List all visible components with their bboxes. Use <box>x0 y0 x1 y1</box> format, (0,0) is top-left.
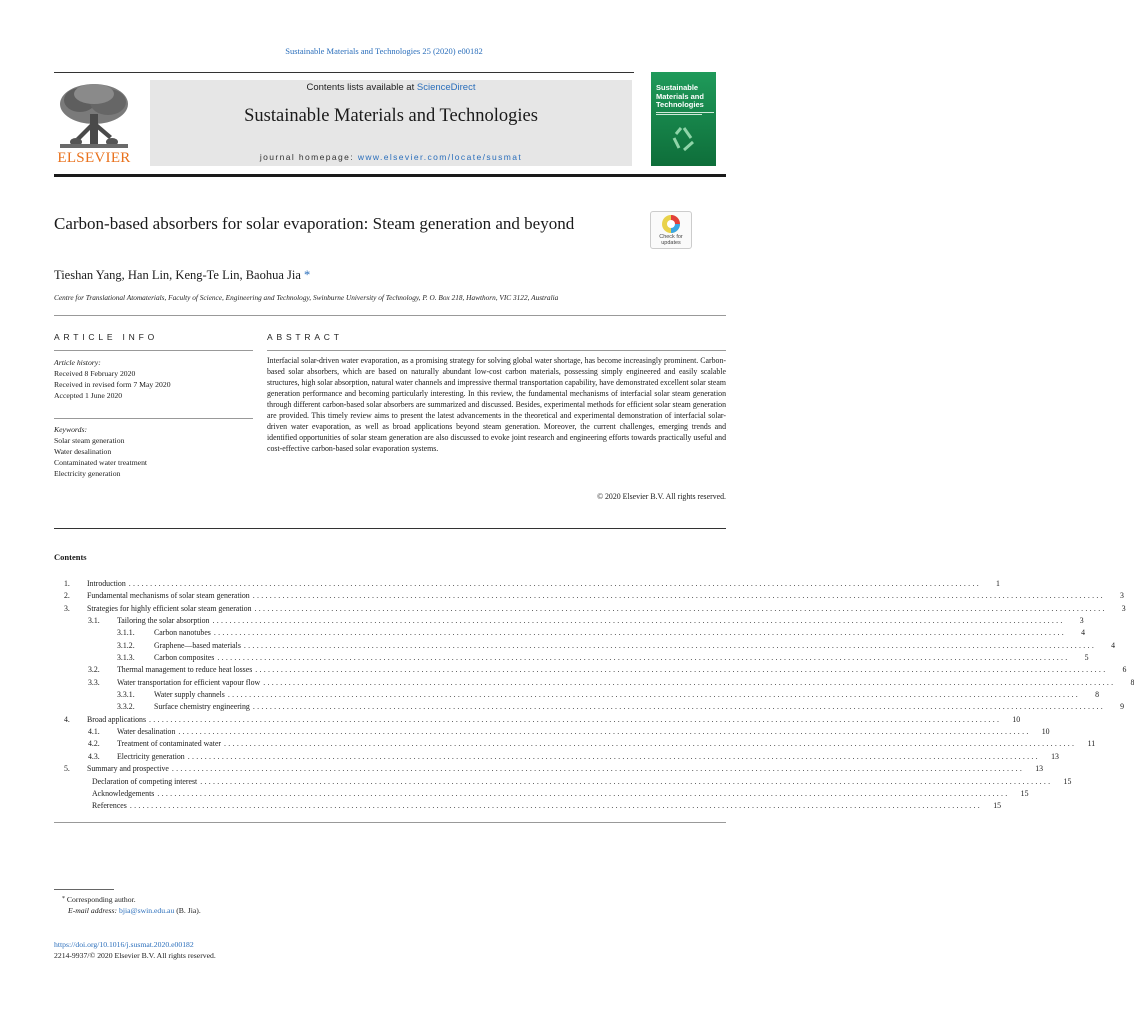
toc-item-page: 13 <box>1035 764 1044 774</box>
toc-item-number: 3.1.1. <box>117 628 135 638</box>
toc-item[interactable] <box>54 603 1126 615</box>
email-label: E-mail address: <box>68 906 118 915</box>
toc-item-page: 4 <box>1111 640 1116 650</box>
toc-item[interactable] <box>54 689 1099 701</box>
toc-item[interactable] <box>54 714 1021 726</box>
toc-leader-dots: ........................................................................................................................................................................................................ <box>200 776 1053 786</box>
toc-leader-dots: ........................................................................................................................................................................................................ <box>128 579 981 588</box>
divider <box>54 418 253 419</box>
keywords-label: Keywords: <box>54 425 88 434</box>
toc-item-page: 11 <box>1087 739 1096 749</box>
toc-item-label[interactable]: Declaration of competing interest <box>92 776 198 786</box>
contents-heading: Contents <box>54 552 87 562</box>
toc-item-page: 1 <box>996 579 1000 588</box>
check-updates-label: Check for updates <box>659 234 683 246</box>
keyword-item: Water desalination <box>54 447 112 456</box>
divider <box>54 822 726 823</box>
toc-leader-dots: ........................................................................................................................................................................................................ <box>263 677 1116 687</box>
article-info-heading: ARTICLE INFO <box>54 332 159 342</box>
toc-item-number: 1. <box>64 579 70 588</box>
toc-leader-dots: ........................................................................................................................................................................................................ <box>171 764 1025 774</box>
author-list <box>54 268 310 283</box>
toc-leader-dots: ........................................................................................................................................................................................................ <box>243 640 1097 650</box>
toc-item-label[interactable]: References <box>92 801 127 811</box>
toc-item-number: 3.3.1. <box>117 690 135 700</box>
affiliation: Centre for Translational Atomaterials, Faculty of Science, Engineering and Technology, Swinburne University of Technology, P. O. Box 218, Hawthorn, VIC 3122, Australia <box>54 293 559 302</box>
toc-item-page: 8 <box>1095 690 1099 700</box>
corresponding-author-note: Corresponding author. <box>66 895 136 904</box>
abstract-text: Interfacial solar-driven water evaporation, as a promising strategy for solving global water shortage, has become increasingly prominent. Carbon-based solar absorbers, which are based on naturally abundant low-cost carbon materials, possessing simply engineered and easily scalable structures, high solar absorption, natural water channels and impressive thermal transportation capability, have demonstrated excellent solar steam generation performance and becoming particularly interesting. In this review, the fundamental mechanisms of interfacial solar steam generation through different carbon-based solar absorbers are summarized and discussed. Besides, experimental methods for efficient solar steam generation are provided. This timely review aims to present the latest advancements in the theoretical and experimental demonstration of interfacial solar-driven water evaporation, as well as broad applications beyond steam generation. Moreover, the current challenges, emerging trends and identified opportunities of solar steam generation are also discussed to evoke joint research and engineering efforts towards practically useful and cost-effective carbon-based solar evaporation systems. <box>267 356 726 453</box>
toc-item[interactable] <box>54 701 1125 713</box>
toc-item-page: 10 <box>1041 727 1050 737</box>
toc-item-page: 5 <box>1084 653 1089 663</box>
toc-item-label[interactable]: Broad applications <box>87 714 147 724</box>
toc-item-label[interactable]: Carbon composites <box>154 653 215 663</box>
toc-item-label[interactable]: Surface chemistry engineering <box>154 702 250 712</box>
issn-line: 2214-9937/© 2020 Elsevier B.V. All rights reserved. <box>54 951 216 960</box>
toc-item-label[interactable]: Treatment of contaminated water <box>117 739 222 749</box>
toc-leader-dots: ........................................................................................................................................................................................................ <box>254 603 1107 613</box>
contents-prefix: Contents lists available at <box>306 82 417 93</box>
toc-item-label[interactable]: Water desalination <box>117 727 176 737</box>
toc-item[interactable] <box>54 726 1050 738</box>
cover-subtitle-decoration <box>656 111 714 116</box>
toc-item[interactable] <box>54 738 1096 750</box>
toc-leader-dots: ........................................................................................................................................................................................................ <box>255 665 1108 675</box>
authors-text: Tieshan Yang, Han Lin, Keng-Te Lin, Baohua Jia <box>54 268 301 282</box>
toc-item-number: 4.1. <box>88 727 100 737</box>
toc-item[interactable] <box>54 677 1134 689</box>
toc-item[interactable] <box>54 763 1044 775</box>
footnote-rule <box>54 889 114 890</box>
header-bottom-rule <box>54 174 726 177</box>
toc-leader-dots: ........................................................................................................................................................................................................ <box>157 788 1010 798</box>
keyword-item: Contaminated water treatment <box>54 458 148 467</box>
homepage-prefix: journal homepage: <box>259 152 358 162</box>
keyword-item: Electricity generation <box>54 469 121 478</box>
contents-available-line <box>150 82 632 93</box>
toc-item-label[interactable]: Fundamental mechanisms of solar steam generation <box>87 591 250 601</box>
table-of-contents <box>54 578 1134 813</box>
toc-item-page: 8 <box>1130 677 1134 687</box>
toc-item-page: 3 <box>1079 616 1084 626</box>
toc-item-number: 3.1. <box>88 616 100 626</box>
keyword-item: Solar steam generation <box>54 436 125 445</box>
toc-item-label[interactable]: Carbon nanotubes <box>154 628 211 638</box>
divider <box>54 315 726 316</box>
toc-item-number: 4.3. <box>88 751 100 761</box>
abstract-heading: ABSTRACT <box>267 332 343 342</box>
elsevier-logo <box>54 80 134 168</box>
journal-reference-link[interactable]: Sustainable Materials and Technologies 25 (2020) e00182 <box>285 46 483 56</box>
toc-item-page: 3 <box>1121 603 1126 613</box>
doi-link[interactable]: https://doi.org/10.1016/j.susmat.2020.e00182 <box>54 940 194 949</box>
toc-item-number: 3.3. <box>88 677 100 687</box>
toc-item[interactable] <box>54 751 1059 763</box>
toc-item-number: 3.2. <box>88 665 100 675</box>
toc-item-page: 6 <box>1122 665 1127 675</box>
footnote-mark: * <box>62 896 65 902</box>
toc-item-label[interactable]: Water transportation for efficient vapour flow <box>117 677 261 687</box>
toc-item-label[interactable]: Tailoring the solar absorption <box>117 616 210 626</box>
toc-leader-dots: ........................................................................................................................................................................................................ <box>217 653 1070 663</box>
toc-item-label[interactable]: Strategies for highly efficient solar steam generation <box>87 603 252 613</box>
toc-item[interactable] <box>54 800 1002 812</box>
toc-item-number: 3.1.2. <box>117 640 135 650</box>
journal-homepage-link[interactable]: www.elsevier.com/locate/susmat <box>357 152 523 162</box>
toc-item-number: 4. <box>64 714 70 724</box>
toc-item-label[interactable]: Thermal management to reduce heat losses <box>117 665 253 675</box>
toc-item-number: 4.2. <box>88 739 100 749</box>
email-link[interactable]: bjia@swin.edu.au <box>118 906 175 915</box>
sciencedirect-link[interactable]: ScienceDirect <box>416 82 476 93</box>
history-item: Received in revised form 7 May 2020 <box>54 380 171 389</box>
abstract-copyright: © 2020 Elsevier B.V. All rights reserved. <box>597 492 726 501</box>
toc-item-page: 15 <box>1020 788 1029 798</box>
toc-item-label[interactable]: Graphene—based materials <box>154 640 241 650</box>
recycle-icon <box>669 124 699 154</box>
toc-leader-dots: ........................................................................................................................................................................................................ <box>252 591 1105 601</box>
toc-item[interactable] <box>54 776 1072 788</box>
toc-item[interactable] <box>54 788 1029 800</box>
journal-title: Sustainable Materials and Technologies <box>244 106 538 126</box>
toc-item-label[interactable]: Introduction <box>87 579 126 588</box>
toc-item-number: 3. <box>64 603 70 613</box>
toc-item-page: 4 <box>1081 628 1086 638</box>
toc-leader-dots: ........................................................................................................................................................................................................ <box>224 739 1077 749</box>
toc-item-page: 13 <box>1051 751 1059 761</box>
toc-item-page: 10 <box>1012 714 1021 724</box>
history-label: Article history: <box>54 358 101 367</box>
toc-item-page: 15 <box>993 801 1002 811</box>
toc-item[interactable] <box>54 664 1127 676</box>
toc-item[interactable] <box>54 627 1086 639</box>
toc-leader-dots: ........................................................................................................................................................................................................ <box>187 751 1040 761</box>
toc-item-number: 3.1.3. <box>117 653 135 663</box>
toc-item-page: 9 <box>1120 702 1125 712</box>
article-title: Carbon-based absorbers for solar evaporation: Steam generation and beyond <box>54 214 575 233</box>
header-top-rule <box>54 72 634 73</box>
toc-leader-dots: ........................................................................................................................................................................................................ <box>212 616 1065 626</box>
toc-item-page: 15 <box>1063 776 1072 786</box>
article-history <box>54 357 253 401</box>
toc-item[interactable] <box>54 590 1124 602</box>
publisher-name: ELSEVIER <box>57 150 131 166</box>
email-suffix: (B. Jia). <box>176 906 201 915</box>
toc-item-number: 3.3.2. <box>117 702 135 712</box>
toc-item-number: 5. <box>64 764 70 774</box>
toc-leader-dots: ........................................................................................................................................................................................................ <box>252 702 1106 712</box>
toc-item-number: 2. <box>64 591 70 601</box>
toc-item[interactable] <box>54 615 1084 627</box>
toc-leader-dots: ........................................................................................................................................................................................................ <box>149 714 1002 724</box>
divider <box>54 528 726 529</box>
toc-leader-dots: ........................................................................................................................................................................................................ <box>227 690 1080 700</box>
toc-leader-dots: ........................................................................................................................................................................................................ <box>129 801 983 811</box>
toc-item-label[interactable]: Water supply channels <box>154 690 225 700</box>
toc-item[interactable] <box>54 578 1000 590</box>
toc-item-label[interactable]: Acknowledgements <box>92 788 155 798</box>
divider <box>54 350 253 351</box>
corresponding-author-mark[interactable]: * <box>304 268 311 282</box>
check-updates-icon <box>661 214 681 234</box>
footnote <box>62 894 201 916</box>
toc-item[interactable] <box>54 652 1089 664</box>
divider <box>267 350 726 351</box>
toc-item-label[interactable]: Electricity generation <box>117 751 185 761</box>
keywords-block <box>54 424 253 479</box>
toc-item-label[interactable]: Summary and prospective <box>87 764 169 774</box>
toc-leader-dots: ........................................................................................................................................................................................................ <box>213 628 1067 638</box>
toc-leader-dots: ........................................................................................................................................................................................................ <box>178 727 1031 737</box>
check-for-updates-button[interactable] <box>650 211 692 249</box>
history-item: Accepted 1 June 2020 <box>54 391 123 400</box>
toc-item-page: 3 <box>1119 591 1124 601</box>
cover-title: Sustainable Materials and Technologies <box>656 83 704 109</box>
journal-homepage-line <box>150 152 632 162</box>
history-item: Received 8 February 2020 <box>54 369 136 378</box>
toc-item[interactable] <box>54 640 1116 652</box>
